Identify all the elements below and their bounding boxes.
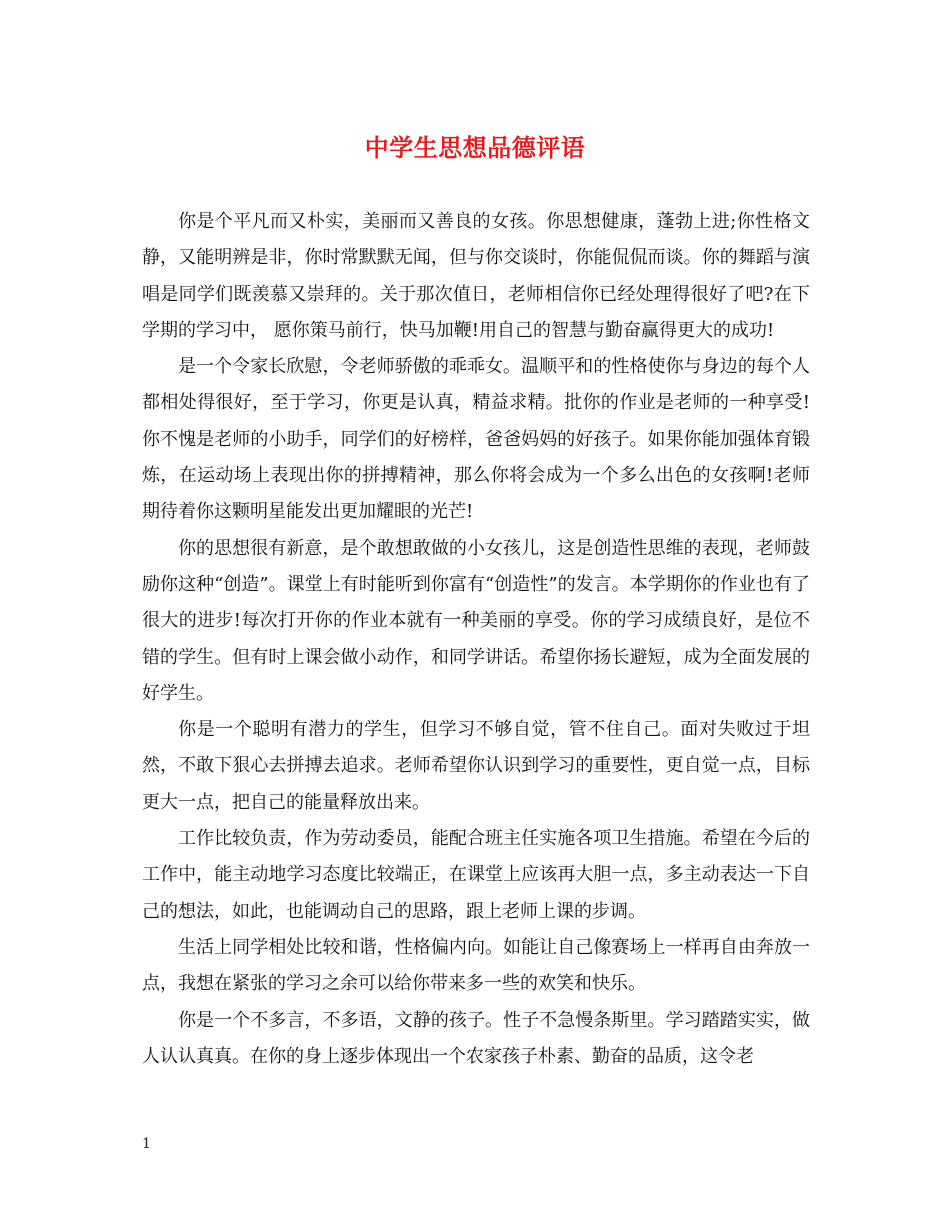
paragraph: 你是个平凡而又朴实，美丽而又善良的女孩。你思想健康，蓬勃上进;你性格文静，又能明辨是非，你时常默默无闻，但与你交谈时，你能侃侃而谈。你的舞蹈与演唱是同学们既羡慕又崇拜的。关于那次值日，老师相信你已经处理得很好了吧?在下学期的学习中， 愿你策马前行，快马加鞭!用自己的智慧与勤奋赢得更大的成功! — [142, 211, 810, 341]
document-title: 中学生思想品德评语 — [364, 133, 586, 162]
paragraph: 你是一个不多言，不多语，文静的孩子。性子不急慢条斯里。学习踏踏实实，做人认认真真。在你的身上逐步体现出一个农家孩子朴素、勤奋的品质，这令老 — [142, 1009, 810, 1067]
paragraph: 你是一个聪明有潜力的学生，但学习不够自觉，管不住自己。面对失败过于坦然，不敢下狠心去拼搏去追求。老师希望你认识到学习的重要性，更自觉一点，目标更大一点，把自己的能量释放出来。 — [142, 719, 810, 813]
document-body — [142, 204, 810, 1075]
paragraph: 工作比较负责，作为劳动委员，能配合班主任实施各项卫生措施。希望在今后的工作中，能主动地学习态度比较端正，在课堂上应该再大胆一点，多主动表达一下自己的想法，如此，也能调动自己的思路，跟上老师上课的步调。 — [142, 828, 810, 922]
paragraph: 生活上同学相处比较和谐，性格偏内向。如能让自己像赛场上一样再自由奔放一点，我想在紧张的学习之余可以给你带来多一些的欢笑和快乐。 — [142, 936, 810, 995]
page-number: 1 — [142, 1136, 151, 1152]
paragraph: 你的思想很有新意，是个敢想敢做的小女孩儿，这是创造性思维的表现，老师鼓励你这种“创造”。课堂上有时能听到你富有“创造性”的发言。本学期你的作业也有了很大的进步!每次打开你的作业本就有一种美丽的享受。你的学习成绩良好，是位不错的学生。但有时上课会做小动作，和同学讲话。希望你扬长避短，成为全面发展的好学生。 — [142, 537, 810, 704]
paragraph: 是一个令家长欣慰，令老师骄傲的乖乖女。温顺平和的性格使你与身边的每个人都相处得很好，至于学习，你更是认真，精益求精。批你的作业是老师的一种享受!你不愧是老师的小助手，同学们的好榜样，爸爸妈妈的好孩子。如果你能加强体育锻炼，在运动场上表现出你的拼搏精神，那么你将会成为一个多么出色的女孩啊!老师期待着你这颗明星能发出更加耀眼的光芒! — [142, 356, 810, 523]
